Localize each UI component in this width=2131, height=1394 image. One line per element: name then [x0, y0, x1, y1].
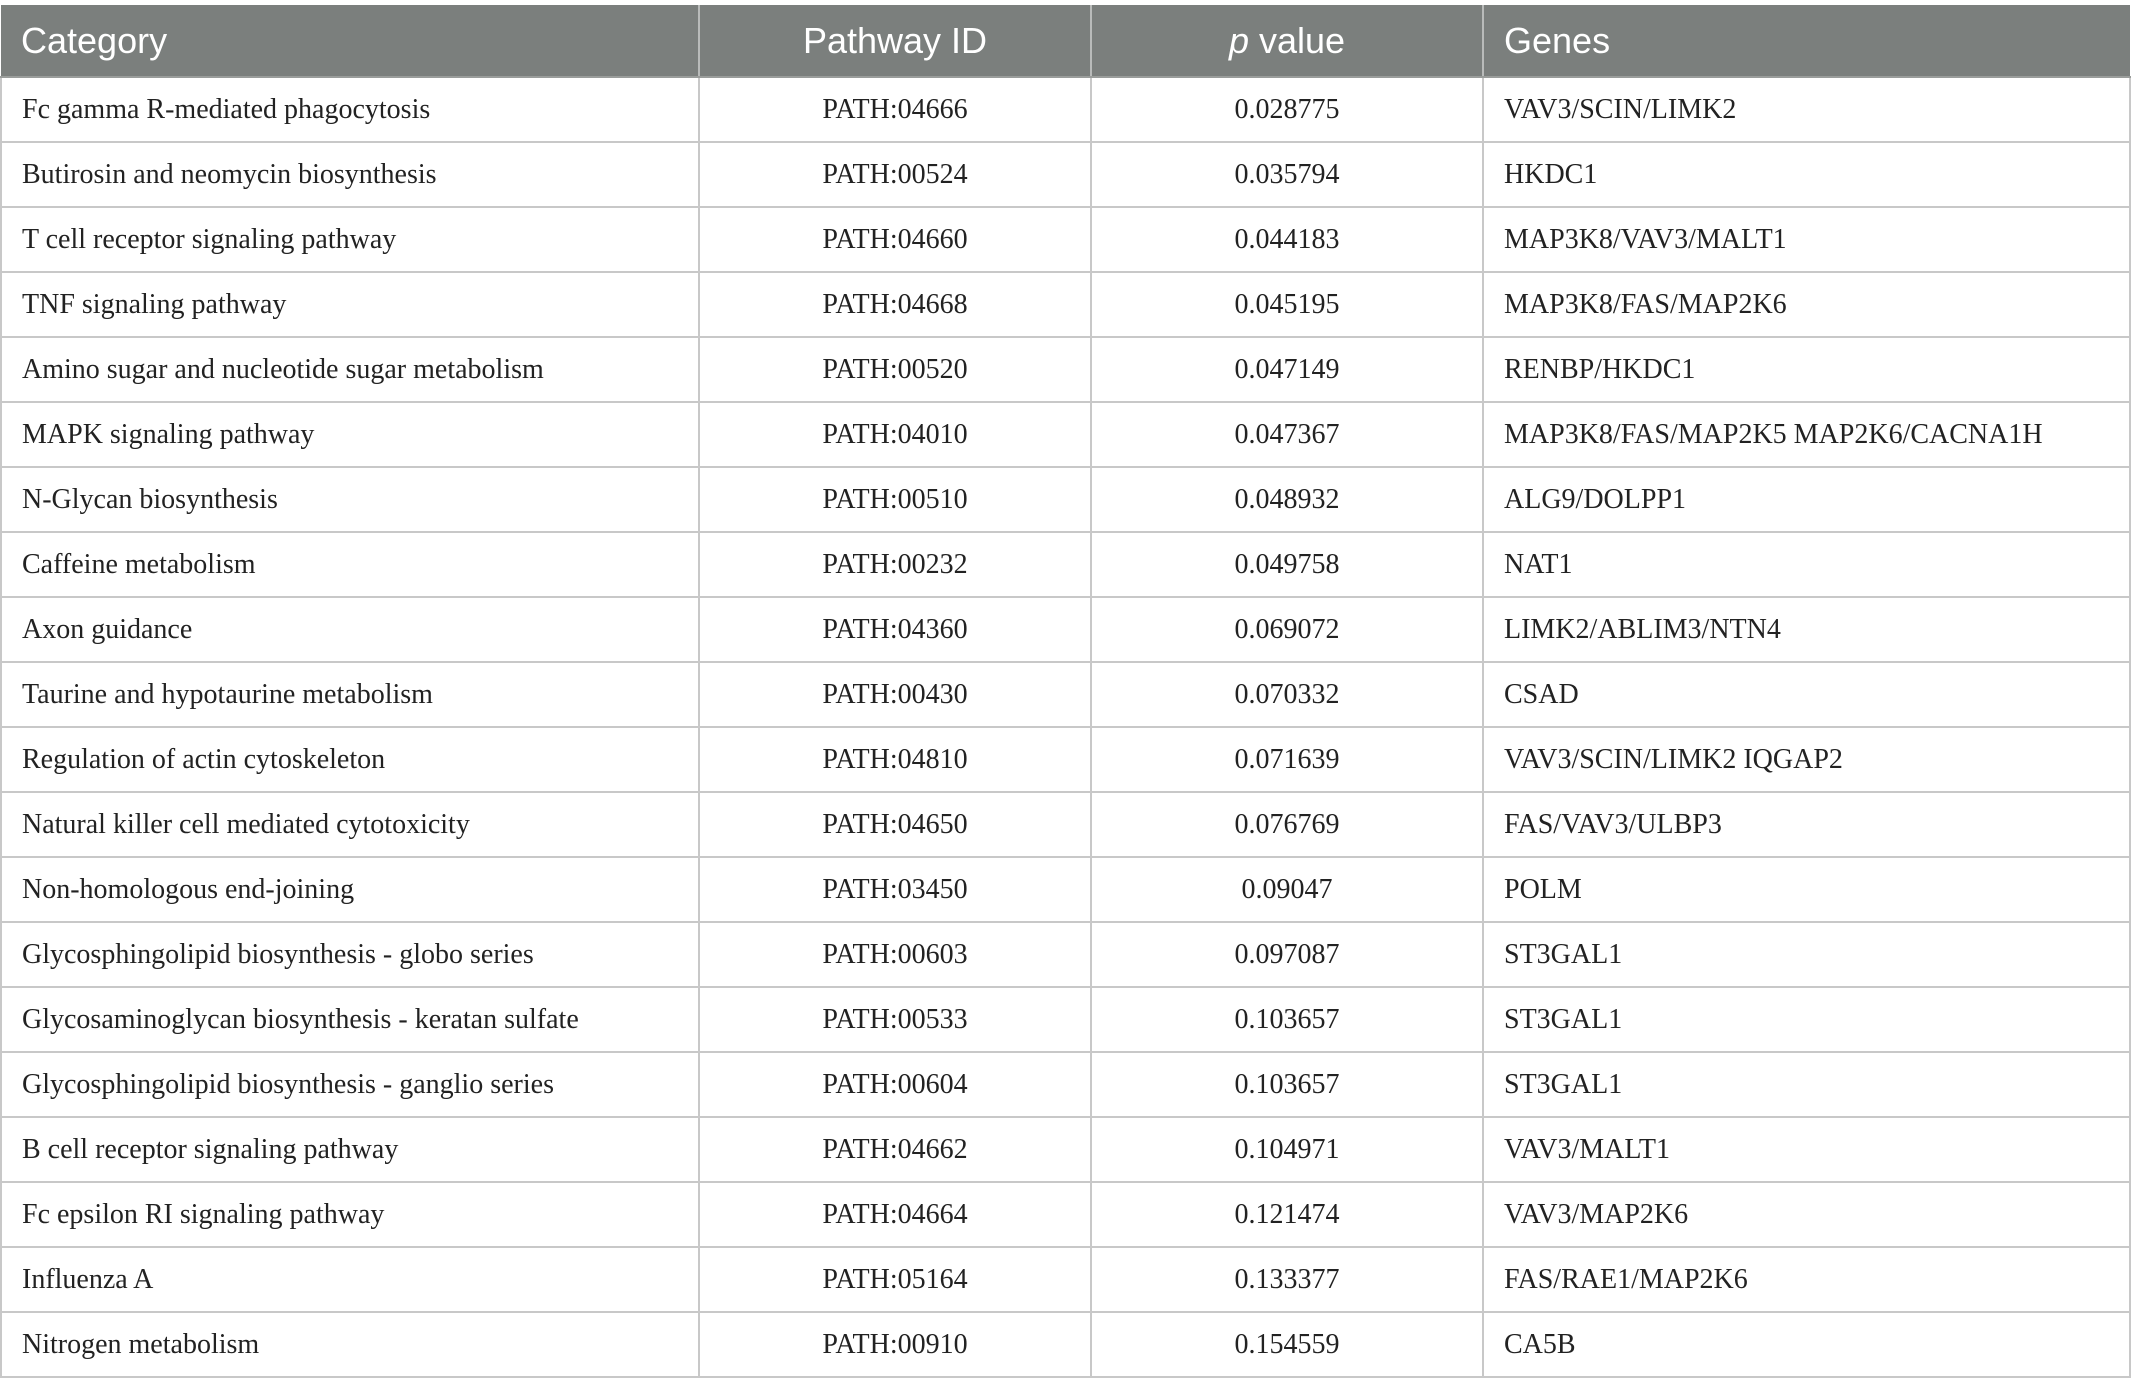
pathway-id-cell: PATH:04650: [699, 792, 1091, 857]
genes-cell: MAP3K8/VAV3/MALT1: [1483, 207, 2130, 272]
category-cell: Amino sugar and nucleotide sugar metabolism: [1, 337, 699, 402]
category-cell: Influenza A: [1, 1247, 699, 1312]
genes-cell: VAV3/MALT1: [1483, 1117, 2130, 1182]
category-cell: Fc gamma R-mediated phagocytosis: [1, 77, 699, 142]
table-row: [1, 337, 2130, 402]
table-row: [1, 597, 2130, 662]
pathway-table-container: [0, 5, 2131, 1378]
genes-cell: MAP3K8/FAS/MAP2K6: [1483, 272, 2130, 337]
genes-cell: CA5B: [1483, 1312, 2130, 1377]
category-cell: MAPK signaling pathway: [1, 402, 699, 467]
category-cell: Non-homologous end-joining: [1, 857, 699, 922]
category-cell: N-Glycan biosynthesis: [1, 467, 699, 532]
genes-cell: VAV3/MAP2K6: [1483, 1182, 2130, 1247]
category-cell: Axon guidance: [1, 597, 699, 662]
category-cell: Natural killer cell mediated cytotoxicity: [1, 792, 699, 857]
pathway-id-cell: PATH:00524: [699, 142, 1091, 207]
header-p-value: [1091, 5, 1483, 77]
pathway-table: [0, 5, 2131, 1378]
table-row: [1, 272, 2130, 337]
category-cell: Glycosphingolipid biosynthesis - ganglio series: [1, 1052, 699, 1117]
category-cell: Glycosphingolipid biosynthesis - globo series: [1, 922, 699, 987]
header-p-rest: value: [1248, 19, 1346, 61]
category-cell: T cell receptor signaling pathway: [1, 207, 699, 272]
genes-cell: HKDC1: [1483, 142, 2130, 207]
p-value-cell: 0.076769: [1091, 792, 1483, 857]
category-cell: Caffeine metabolism: [1, 532, 699, 597]
table-row: [1, 1182, 2130, 1247]
genes-cell: ST3GAL1: [1483, 922, 2130, 987]
p-value-cell: 0.035794: [1091, 142, 1483, 207]
p-value-cell: 0.070332: [1091, 662, 1483, 727]
p-value-cell: 0.045195: [1091, 272, 1483, 337]
category-cell: B cell receptor signaling pathway: [1, 1117, 699, 1182]
table-row: [1, 792, 2130, 857]
pathway-id-cell: PATH:00510: [699, 467, 1091, 532]
p-value-cell: 0.097087: [1091, 922, 1483, 987]
pathway-id-cell: PATH:04666: [699, 77, 1091, 142]
category-cell: Taurine and hypotaurine metabolism: [1, 662, 699, 727]
p-value-cell: 0.154559: [1091, 1312, 1483, 1377]
p-value-cell: 0.09047: [1091, 857, 1483, 922]
table-header: [1, 5, 2130, 77]
genes-cell: VAV3/SCIN/LIMK2 IQGAP2: [1483, 727, 2130, 792]
genes-cell: ST3GAL1: [1483, 987, 2130, 1052]
genes-cell: ST3GAL1: [1483, 1052, 2130, 1117]
pathway-id-cell: PATH:03450: [699, 857, 1091, 922]
pathway-id-cell: PATH:00520: [699, 337, 1091, 402]
p-value-cell: 0.121474: [1091, 1182, 1483, 1247]
p-value-cell: 0.028775: [1091, 77, 1483, 142]
p-value-cell: 0.048932: [1091, 467, 1483, 532]
pathway-id-cell: PATH:04664: [699, 1182, 1091, 1247]
table-row: [1, 662, 2130, 727]
category-cell: TNF signaling pathway: [1, 272, 699, 337]
pathway-id-cell: PATH:00604: [699, 1052, 1091, 1117]
table-row: [1, 922, 2130, 987]
genes-cell: MAP3K8/FAS/MAP2K5 MAP2K6/CACNA1H: [1483, 402, 2130, 467]
category-cell: Nitrogen metabolism: [1, 1312, 699, 1377]
genes-cell: NAT1: [1483, 532, 2130, 597]
p-value-cell: 0.047149: [1091, 337, 1483, 402]
p-value-cell: 0.103657: [1091, 1052, 1483, 1117]
p-value-cell: 0.047367: [1091, 402, 1483, 467]
p-value-cell: 0.104971: [1091, 1117, 1483, 1182]
pathway-id-cell: PATH:04668: [699, 272, 1091, 337]
category-cell: Regulation of actin cytoskeleton: [1, 727, 699, 792]
pathway-id-cell: PATH:00533: [699, 987, 1091, 1052]
genes-cell: LIMK2/ABLIM3/NTN4: [1483, 597, 2130, 662]
p-value-cell: 0.071639: [1091, 727, 1483, 792]
table-row: [1, 1312, 2130, 1377]
pathway-id-cell: PATH:00910: [699, 1312, 1091, 1377]
genes-cell: FAS/RAE1/MAP2K6: [1483, 1247, 2130, 1312]
header-category: Category: [1, 5, 699, 77]
table-row: [1, 402, 2130, 467]
table-row: [1, 727, 2130, 792]
pathway-id-cell: PATH:05164: [699, 1247, 1091, 1312]
table-row: [1, 532, 2130, 597]
genes-cell: VAV3/SCIN/LIMK2: [1483, 77, 2130, 142]
pathway-id-cell: PATH:00232: [699, 532, 1091, 597]
table-row: [1, 1117, 2130, 1182]
p-value-cell: 0.069072: [1091, 597, 1483, 662]
table-row: [1, 467, 2130, 532]
table-row: [1, 1247, 2130, 1312]
header-pathway-id: Pathway ID: [699, 5, 1091, 77]
header-row: [1, 5, 2130, 77]
pathway-id-cell: PATH:00430: [699, 662, 1091, 727]
pathway-id-cell: PATH:04662: [699, 1117, 1091, 1182]
category-cell: Butirosin and neomycin biosynthesis: [1, 142, 699, 207]
table-row: [1, 1052, 2130, 1117]
genes-cell: ALG9/DOLPP1: [1483, 467, 2130, 532]
pathway-id-cell: PATH:04660: [699, 207, 1091, 272]
category-cell: Glycosaminoglycan biosynthesis - keratan sulfate: [1, 987, 699, 1052]
table-body: [1, 77, 2130, 1377]
table-row: [1, 207, 2130, 272]
category-cell: Fc epsilon RI signaling pathway: [1, 1182, 699, 1247]
genes-cell: RENBP/HKDC1: [1483, 337, 2130, 402]
p-value-cell: 0.049758: [1091, 532, 1483, 597]
genes-cell: CSAD: [1483, 662, 2130, 727]
p-value-cell: 0.133377: [1091, 1247, 1483, 1312]
table-row: [1, 142, 2130, 207]
genes-cell: FAS/VAV3/ULBP3: [1483, 792, 2130, 857]
pathway-id-cell: PATH:04360: [699, 597, 1091, 662]
genes-cell: POLM: [1483, 857, 2130, 922]
header-genes: Genes: [1483, 5, 2130, 77]
pathway-id-cell: PATH:04010: [699, 402, 1091, 467]
header-p-italic: p: [1228, 19, 1249, 61]
table-row: [1, 857, 2130, 922]
p-value-cell: 0.044183: [1091, 207, 1483, 272]
pathway-id-cell: PATH:04810: [699, 727, 1091, 792]
table-row: [1, 77, 2130, 142]
pathway-id-cell: PATH:00603: [699, 922, 1091, 987]
p-value-cell: 0.103657: [1091, 987, 1483, 1052]
table-row: [1, 987, 2130, 1052]
